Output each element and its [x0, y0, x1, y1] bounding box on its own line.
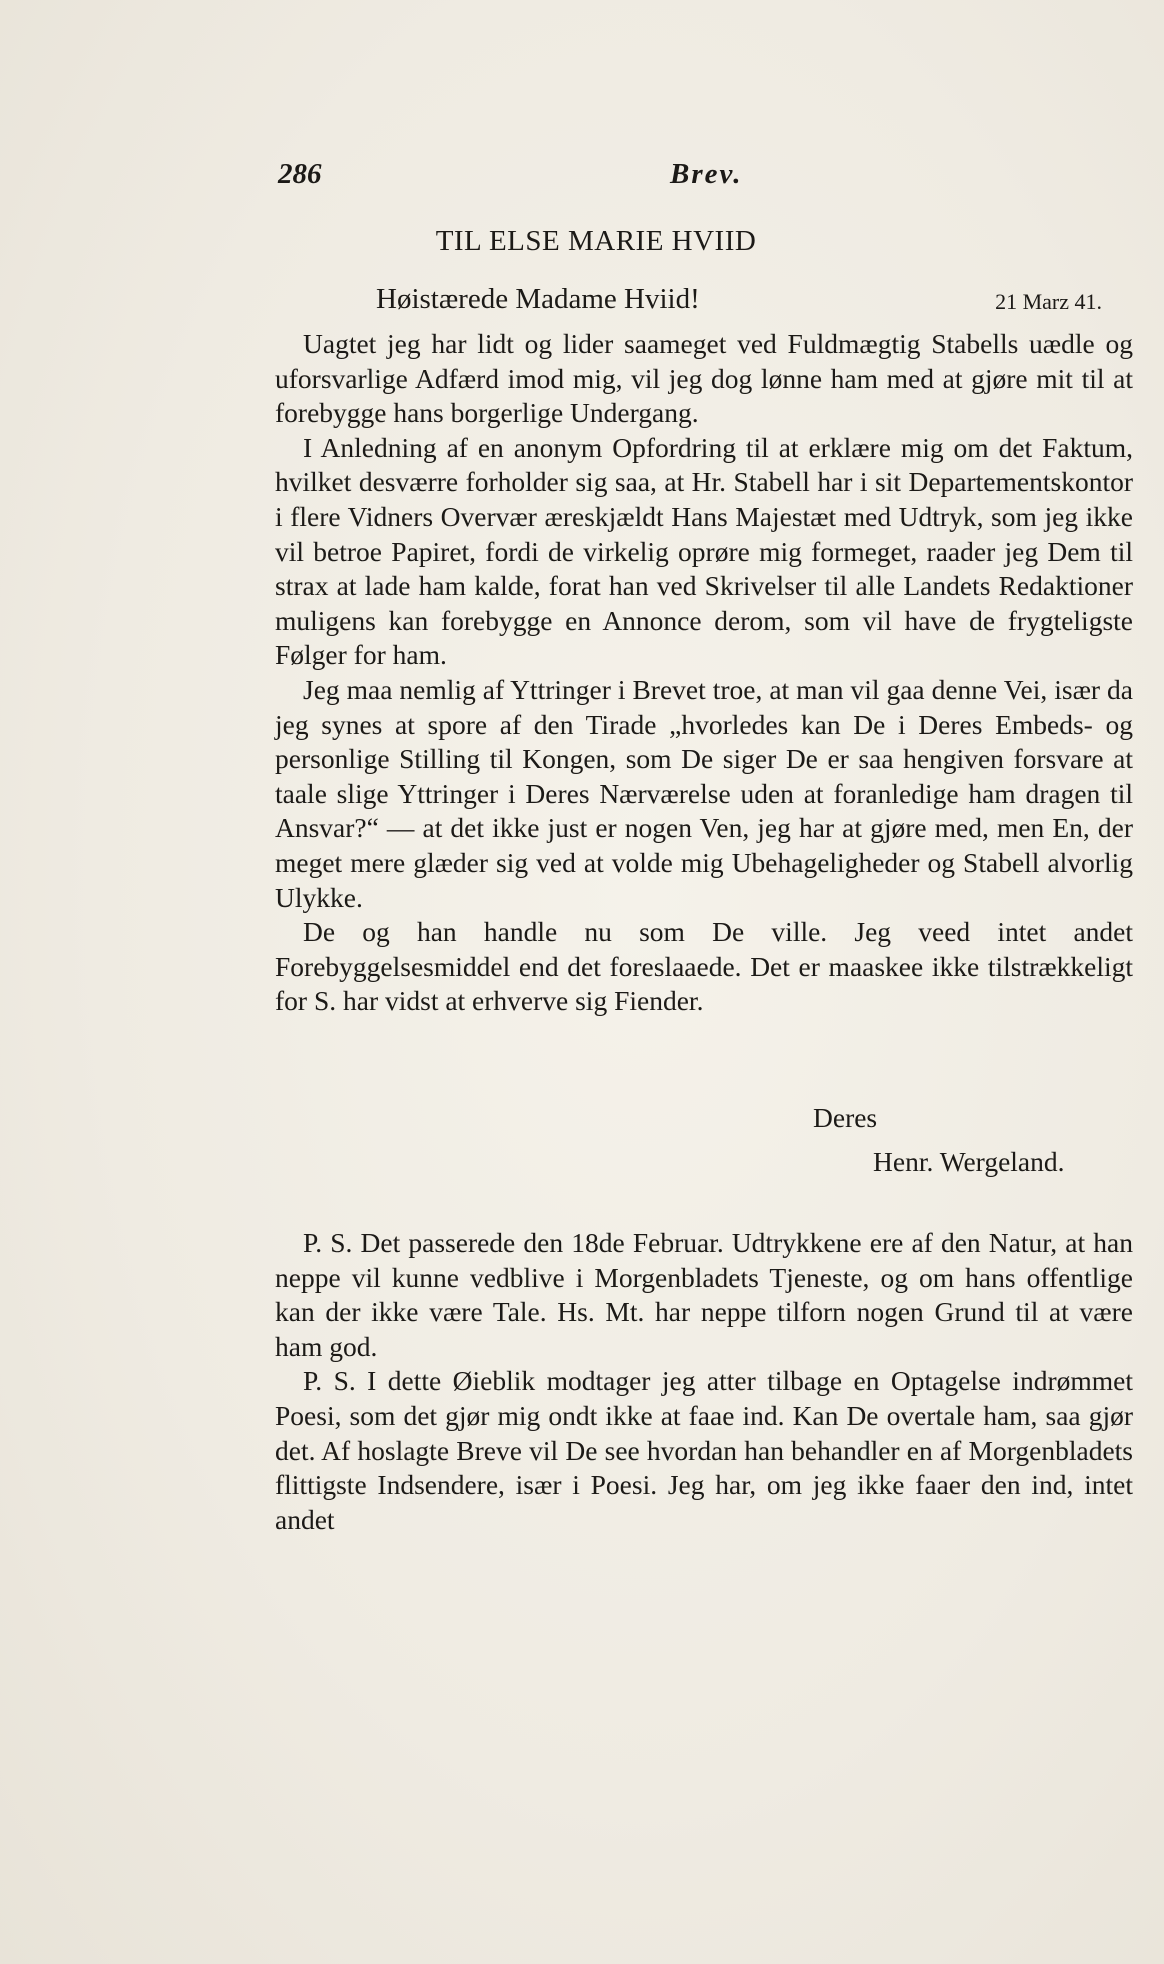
letter-body	[275, 327, 1133, 1019]
page-number: 286	[278, 158, 322, 190]
postscript: P. S. I dette Øieblik modtager jeg atter tilbage en Optagelse indrømmet Poesi, som det gjør mig ondt ikke at faae ind. Kan De overtale ham, saa gjør det. Af hoslagte Breve vil De see hvordan han behandler en af Morgenbladets flittigste Indsendere, især i Poesi. Jeg har, om jeg ikke faaer den ind, intet andet	[275, 1365, 1133, 1535]
paragraph: Jeg maa nemlig af Yttringer i Brevet troe, at man vil gaa denne Vei, især da jeg synes at spore af den Tirade „hvorledes kan De i Deres Embeds- og personlige Stilling til Kongen, som De siger De er saa hengiven forsvare at taale slige Yttringer i Deres Nærværelse uden at foranledige ham dragen til Ansvar?“ — at det ikke just er nogen Ven, jeg har at gjøre med, men En, der meget mere glæder sig ved at volde mig Ubehageligheder og Stabell alvorlig Ulykke.	[275, 673, 1133, 913]
running-head	[278, 158, 1138, 198]
salutation: Høistærede Madame Hviid!	[376, 283, 700, 315]
letter-date: 21 Marz 41.	[995, 289, 1102, 314]
postscripts	[275, 1226, 1133, 1537]
paragraph: I Anledning af en anonym Opfordring til at erklære mig om det Faktum, hvilket desværre forholder sig saa, at Hr. Stabell har i sit Departementskontor i flere Vidners Overvær æreskjældt Hans Majestæt med Udtryk, som jeg ikke vil betroe Papiret, fordi de virkelig oprøre mig formeget, raader jeg Dem til strax at lade ham kalde, forat han ved Skrivelser til alle Landets Redaktioner muligens kan forebygge en Annonce derom, som vil have de frygteligste Følger for ham.	[275, 431, 1133, 671]
paragraph: De og han handle nu som De ville. Jeg veed intet andet Forebyggelsesmiddel end det foreslaaede. Det er maaskee ikke tilstrækkeligt for S. har vidst at erhverve sig Fiender.	[275, 916, 1133, 1017]
salutation-row	[276, 283, 1102, 323]
paragraph: Uagtet jeg har lidt og lider saameget ved Fuldmægtig Stabells uædle og uforsvarlige Adfærd imod mig, vil jeg dog lønne ham med at gjøre mit til at forebygge hans borgerlige Undergang.	[275, 328, 1133, 429]
letter-heading: TIL ELSE MARIE HVIID	[435, 225, 757, 257]
postscript: P. S. Det passerede den 18de Februar. Udtrykkene ere af den Natur, at han neppe vil kunne vedblive i Morgenbladets Tjeneste, og om hans offentlige kan der ikke være Tale. Hs. Mt. har neppe tilforn nogen Grund til at være ham god.	[275, 1227, 1133, 1362]
signature: Henr. Wergeland.	[873, 1146, 1065, 1177]
closing: Deres	[813, 1102, 878, 1133]
running-title: Brev.	[670, 158, 743, 190]
